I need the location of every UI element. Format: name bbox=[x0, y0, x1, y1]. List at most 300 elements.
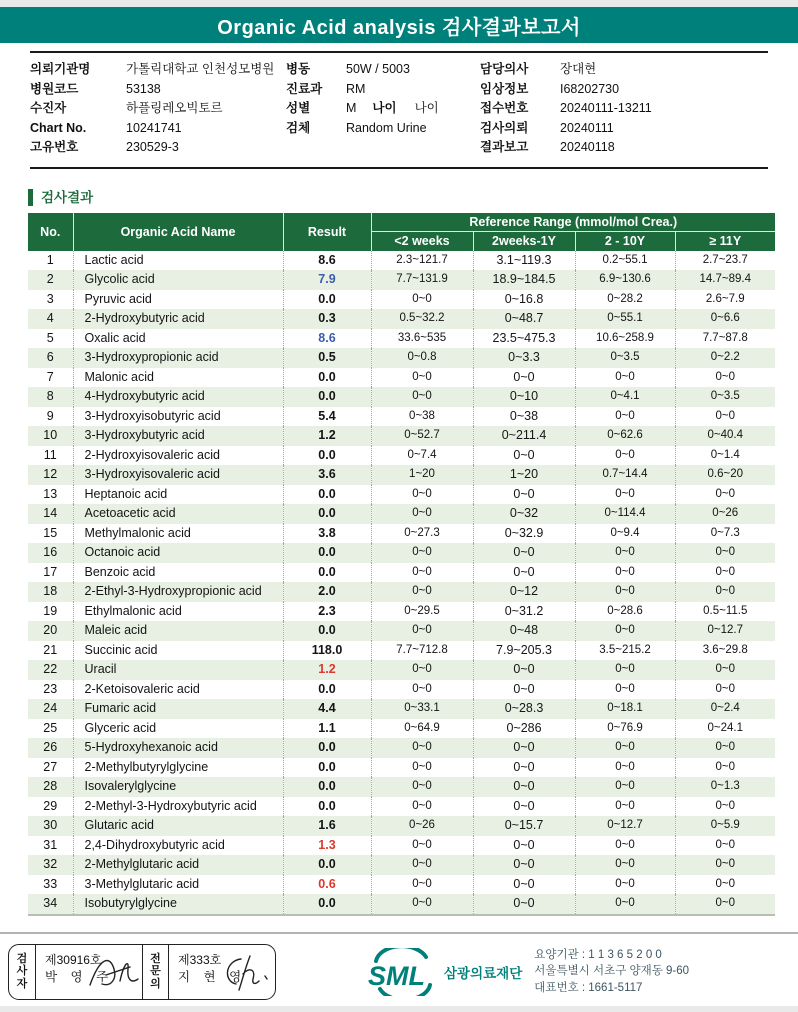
column-header-ref-under2weeks: <2 weeks bbox=[371, 232, 473, 251]
reference-range-cell: 0~0 bbox=[575, 836, 675, 856]
reference-range-cell: 0~62.6 bbox=[575, 426, 675, 446]
reference-range-cell: 0~0 bbox=[371, 777, 473, 797]
info-label: 고유번호 bbox=[30, 140, 79, 154]
reference-range-cell: 0~26 bbox=[371, 816, 473, 836]
column-header-ref-2-10y: 2 - 10Y bbox=[575, 232, 675, 251]
acid-name-cell: 3-Methylglutaric acid bbox=[73, 875, 283, 895]
acid-name-cell: Acetoacetic acid bbox=[73, 504, 283, 524]
reference-range-cell: 0~0 bbox=[675, 543, 775, 563]
row-number-cell: 8 bbox=[46, 389, 54, 403]
reference-range-cell: 0~0 bbox=[675, 855, 775, 875]
signature-stamp-box bbox=[8, 944, 276, 1000]
reference-range-cell: 0~28.6 bbox=[575, 602, 675, 622]
result-cell: 1.3 bbox=[283, 836, 371, 856]
result-cell: 5.4 bbox=[283, 407, 371, 427]
info-row bbox=[30, 99, 286, 119]
info-value: M bbox=[346, 101, 357, 115]
reference-range-cell: 0~0 bbox=[675, 797, 775, 817]
result-cell: 7.9 bbox=[283, 270, 371, 290]
reference-range-cell: 0~0 bbox=[575, 621, 675, 641]
reference-range-cell: 0~38 bbox=[371, 407, 473, 427]
sml-logo-icon bbox=[362, 948, 440, 996]
acid-name-cell: Succinic acid bbox=[73, 641, 283, 661]
reference-range-cell: 0~0 bbox=[371, 855, 473, 875]
reference-range-cell: 0~0 bbox=[473, 777, 575, 797]
result-cell: 8.6 bbox=[283, 251, 371, 271]
row-number-cell: 33 bbox=[43, 876, 58, 891]
reference-range-cell: 0~0 bbox=[371, 758, 473, 778]
row-number-cell: 18 bbox=[43, 584, 58, 598]
table-row bbox=[28, 797, 775, 817]
reference-range-cell: 0~0 bbox=[575, 855, 675, 875]
row-number-cell: 27 bbox=[43, 759, 58, 774]
table-row bbox=[28, 660, 775, 680]
reference-range-cell: 0~0 bbox=[675, 680, 775, 700]
row-number-cell: 29 bbox=[43, 798, 58, 813]
reference-range-cell: 0.2~55.1 bbox=[575, 251, 675, 271]
info-row bbox=[480, 99, 768, 119]
reference-range-cell: 0~33.1 bbox=[371, 699, 473, 719]
info-label: 검사의뢰 bbox=[480, 120, 529, 135]
info-label: 담당의사 bbox=[480, 62, 529, 76]
reference-range-cell: 0~12.7 bbox=[675, 621, 775, 641]
patient-info-middle-column bbox=[286, 60, 480, 158]
patient-info-left-column bbox=[30, 60, 286, 158]
acid-name-cell: Fumaric acid bbox=[73, 699, 283, 719]
table-row bbox=[28, 309, 775, 329]
reference-range-cell: 0~28.2 bbox=[575, 290, 675, 310]
reference-range-cell: 18.9~184.5 bbox=[473, 270, 575, 290]
row-number-cell: 1 bbox=[46, 252, 54, 267]
acid-name-cell: 3-Hydroxybutyric acid bbox=[73, 426, 283, 446]
reference-range-cell: 0~0 bbox=[473, 485, 575, 505]
result-cell: 0.0 bbox=[283, 894, 371, 915]
row-number-cell: 17 bbox=[43, 564, 58, 579]
reference-range-cell: 1~20 bbox=[371, 465, 473, 485]
reference-range-cell: 0~114.4 bbox=[575, 504, 675, 524]
acid-name-cell: 3-Hydroxyisovaleric acid bbox=[73, 465, 283, 485]
info-label: 검체 bbox=[286, 120, 311, 135]
reference-range-cell: 14.7~89.4 bbox=[675, 270, 775, 290]
result-cell: 1.6 bbox=[283, 816, 371, 836]
reference-range-cell: 0~0 bbox=[675, 836, 775, 856]
acid-name-cell: Pyruvic acid bbox=[73, 290, 283, 310]
result-cell: 118.0 bbox=[283, 641, 371, 661]
acid-name-cell: Isovalerylglycine bbox=[73, 777, 283, 797]
lab-contact-lines bbox=[534, 947, 689, 997]
result-cell: 0.0 bbox=[283, 504, 371, 524]
reference-range-cell: 0~31.2 bbox=[473, 602, 575, 622]
result-cell: 1.1 bbox=[283, 719, 371, 739]
info-row bbox=[286, 99, 480, 119]
result-cell: 0.0 bbox=[283, 543, 371, 563]
reference-range-cell: 0~0 bbox=[575, 680, 675, 700]
result-cell: 0.6 bbox=[283, 875, 371, 895]
reference-range-cell: 0~0 bbox=[371, 543, 473, 563]
table-row bbox=[28, 875, 775, 895]
reference-range-cell: 7.9~205.3 bbox=[473, 641, 575, 661]
reference-range-cell: 0~0 bbox=[473, 660, 575, 680]
results-section-title: 검사결과 bbox=[28, 189, 798, 206]
result-cell: 0.0 bbox=[283, 387, 371, 407]
result-cell: 0.0 bbox=[283, 738, 371, 758]
table-row bbox=[28, 485, 775, 505]
reference-range-cell: 0~38 bbox=[473, 407, 575, 427]
reference-range-cell: 0~0 bbox=[371, 387, 473, 407]
reference-range-cell: 0~55.1 bbox=[575, 309, 675, 329]
reference-range-cell: 0~3.5 bbox=[675, 387, 775, 407]
reference-range-cell: 0~0 bbox=[675, 894, 775, 915]
reference-range-cell: 0~15.7 bbox=[473, 816, 575, 836]
reference-range-cell: 0~3.5 bbox=[575, 348, 675, 368]
lab-name: 삼광의료재단 bbox=[444, 965, 523, 981]
reference-range-cell: 0~0 bbox=[473, 543, 575, 563]
info-value: 53138 bbox=[126, 81, 161, 96]
report-title-banner bbox=[0, 7, 798, 43]
row-number-cell: 20 bbox=[43, 623, 58, 637]
info-label: 진료과 bbox=[286, 81, 323, 96]
acid-name-cell: 2-Ketoisovaleric acid bbox=[73, 680, 283, 700]
row-number-cell: 34 bbox=[43, 896, 58, 910]
reference-range-cell: 0~26 bbox=[675, 504, 775, 524]
patient-info-columns bbox=[30, 60, 768, 158]
acid-name-cell: Lactic acid bbox=[73, 251, 283, 271]
table-row bbox=[28, 777, 775, 797]
reference-range-cell: 0~0 bbox=[575, 777, 675, 797]
row-number-cell: 3 bbox=[46, 291, 54, 306]
table-row bbox=[28, 524, 775, 544]
reference-range-cell: 0~18.1 bbox=[575, 699, 675, 719]
acid-name-cell: Oxalic acid bbox=[73, 329, 283, 349]
reference-range-cell: 0~0 bbox=[371, 680, 473, 700]
info-label: 임상정보 bbox=[480, 81, 529, 96]
row-number-cell: 22 bbox=[43, 662, 58, 676]
acid-name-cell: 2-Methylbutyrylglycine bbox=[73, 758, 283, 778]
info-value: Random Urine bbox=[346, 120, 427, 135]
result-cell: 3.8 bbox=[283, 524, 371, 544]
info-row bbox=[480, 80, 768, 100]
signer-role: 검사자 bbox=[9, 945, 36, 999]
column-header-result: Result bbox=[283, 213, 371, 251]
info-label: 의뢰기관명 bbox=[30, 62, 91, 76]
result-cell: 3.6 bbox=[283, 465, 371, 485]
reference-range-cell: 0~0 bbox=[575, 660, 675, 680]
signer-name: 지 현 영 bbox=[178, 969, 247, 984]
patient-info-right-column bbox=[480, 60, 768, 158]
info-label: Chart No. bbox=[30, 120, 87, 135]
reference-range-cell: 0~16.8 bbox=[473, 290, 575, 310]
reference-range-cell: 0~0 bbox=[575, 738, 675, 758]
acid-name-cell: 4-Hydroxybutyric acid bbox=[73, 387, 283, 407]
signer-details bbox=[169, 945, 275, 999]
info-label: 병동 bbox=[286, 62, 311, 76]
reference-range-cell: 0~0 bbox=[575, 582, 675, 602]
reference-range-cell: 0~0 bbox=[473, 894, 575, 915]
info-row bbox=[30, 60, 286, 80]
row-number-cell: 7 bbox=[46, 369, 54, 384]
reference-range-cell: 0~27.3 bbox=[371, 524, 473, 544]
info-row bbox=[30, 80, 286, 100]
row-number-cell: 12 bbox=[43, 467, 58, 481]
acid-name-cell: 5-Hydroxyhexanoic acid bbox=[73, 738, 283, 758]
table-row bbox=[28, 270, 775, 290]
reference-range-cell: 0~0 bbox=[371, 504, 473, 524]
signature-scribble bbox=[86, 953, 140, 993]
top-edge-strip bbox=[0, 0, 798, 7]
reference-range-cell: 0~0 bbox=[575, 875, 675, 895]
info-value: 50W / 5003 bbox=[346, 62, 410, 76]
reference-range-cell: 0~0 bbox=[371, 485, 473, 505]
bottom-edge-strip bbox=[0, 1006, 798, 1012]
reference-range-cell: 0~48.7 bbox=[473, 309, 575, 329]
result-cell: 0.0 bbox=[283, 855, 371, 875]
row-number-cell: 6 bbox=[46, 350, 54, 364]
reference-range-cell: 0~29.5 bbox=[371, 602, 473, 622]
reference-range-cell: 0~0 bbox=[473, 446, 575, 466]
results-table-header bbox=[28, 213, 775, 251]
reference-range-cell: 0~2.4 bbox=[675, 699, 775, 719]
result-cell: 1.2 bbox=[283, 426, 371, 446]
table-row bbox=[28, 816, 775, 836]
acid-name-cell: 3-Hydroxypropionic acid bbox=[73, 348, 283, 368]
signer-cert-number: 제333호 bbox=[178, 952, 222, 967]
row-number-cell: 32 bbox=[43, 857, 58, 871]
acid-name-cell: Benzoic acid bbox=[73, 563, 283, 583]
acid-name-cell: Isobutyrylglycine bbox=[73, 894, 283, 915]
reference-range-cell: 0~0 bbox=[575, 894, 675, 915]
signer-details bbox=[36, 945, 142, 999]
table-row bbox=[28, 699, 775, 719]
reference-range-cell: 0~9.4 bbox=[575, 524, 675, 544]
reference-range-cell: 0~0 bbox=[575, 485, 675, 505]
table-row bbox=[28, 738, 775, 758]
reference-range-cell: 0~0 bbox=[675, 485, 775, 505]
reference-range-cell: 0~0 bbox=[575, 758, 675, 778]
reference-range-cell: 0~0 bbox=[371, 290, 473, 310]
reference-range-cell: 0~286 bbox=[473, 719, 575, 739]
reference-range-cell: 0~0 bbox=[575, 543, 675, 563]
info-row bbox=[286, 80, 480, 100]
reference-range-cell: 7.7~87.8 bbox=[675, 329, 775, 349]
result-cell: 0.5 bbox=[283, 348, 371, 368]
reference-range-cell: 0~32 bbox=[473, 504, 575, 524]
table-row bbox=[28, 855, 775, 875]
row-number-cell: 21 bbox=[43, 642, 58, 657]
reference-range-cell: 0~0 bbox=[473, 855, 575, 875]
reference-range-cell: 0~0 bbox=[675, 368, 775, 388]
reference-range-cell: 0~0 bbox=[675, 738, 775, 758]
table-row bbox=[28, 368, 775, 388]
reference-range-cell: 0~7.3 bbox=[675, 524, 775, 544]
result-cell: 0.3 bbox=[283, 309, 371, 329]
reference-range-cell: 0~0 bbox=[575, 446, 675, 466]
column-header-ref-2weeks-1y: 2weeks-1Y bbox=[473, 232, 575, 251]
reference-range-cell: 0~0 bbox=[371, 738, 473, 758]
reference-range-cell: 6.9~130.6 bbox=[575, 270, 675, 290]
reference-range-cell: 0~32.9 bbox=[473, 524, 575, 544]
reference-range-cell: 33.6~535 bbox=[371, 329, 473, 349]
row-number-cell: 28 bbox=[43, 779, 58, 793]
reference-range-cell: 0~10 bbox=[473, 387, 575, 407]
reference-range-cell: 0~0 bbox=[371, 836, 473, 856]
reference-range-cell: 0~1.4 bbox=[675, 446, 775, 466]
reference-range-cell: 0~3.3 bbox=[473, 348, 575, 368]
row-number-cell: 23 bbox=[43, 681, 58, 696]
row-number-cell: 26 bbox=[43, 740, 58, 754]
signature-scribble bbox=[219, 953, 273, 993]
reference-range-cell: 0~0 bbox=[371, 621, 473, 641]
results-table bbox=[28, 213, 775, 916]
result-cell: 0.0 bbox=[283, 368, 371, 388]
table-row bbox=[28, 641, 775, 661]
reference-range-cell: 0~0 bbox=[675, 660, 775, 680]
info-row bbox=[30, 138, 286, 158]
reference-range-cell: 0~12.7 bbox=[575, 816, 675, 836]
reference-range-cell: 0~0 bbox=[473, 738, 575, 758]
acid-name-cell: Methylmalonic acid bbox=[73, 524, 283, 544]
reference-range-cell: 0~52.7 bbox=[371, 426, 473, 446]
reference-range-cell: 0.6~20 bbox=[675, 465, 775, 485]
acid-name-cell: Ethylmalonic acid bbox=[73, 602, 283, 622]
info-value: RM bbox=[346, 81, 366, 96]
table-row bbox=[28, 758, 775, 778]
table-row bbox=[28, 446, 775, 466]
reference-range-cell: 0~0 bbox=[675, 875, 775, 895]
acid-name-cell: 3-Hydroxyisobutyric acid bbox=[73, 407, 283, 427]
info-value: 하플링레오빅토르 bbox=[126, 101, 223, 115]
info-label: 접수번호 bbox=[480, 101, 529, 115]
reference-range-cell: 0~0 bbox=[473, 680, 575, 700]
row-number-cell: 19 bbox=[43, 603, 58, 618]
acid-name-cell: Heptanoic acid bbox=[73, 485, 283, 505]
table-row bbox=[28, 465, 775, 485]
acid-name-cell: Octanoic acid bbox=[73, 543, 283, 563]
info-value: 가톨릭대학교 인천성모병원 bbox=[126, 62, 275, 76]
reference-range-cell: 0~0 bbox=[371, 797, 473, 817]
table-row bbox=[28, 543, 775, 563]
result-cell: 0.0 bbox=[283, 621, 371, 641]
info-row bbox=[286, 60, 480, 80]
table-row bbox=[28, 407, 775, 427]
acid-name-cell: 2-Hydroxyisovaleric acid bbox=[73, 446, 283, 466]
row-number-cell: 15 bbox=[43, 525, 58, 540]
patient-info-section bbox=[30, 51, 768, 169]
reference-range-cell: 0~0 bbox=[473, 563, 575, 583]
info-row bbox=[286, 119, 480, 139]
reference-range-cell: 0~7.4 bbox=[371, 446, 473, 466]
table-row bbox=[28, 504, 775, 524]
reference-range-cell: 3.1~119.3 bbox=[473, 251, 575, 271]
reference-range-cell: 0.7~14.4 bbox=[575, 465, 675, 485]
column-header-name: Organic Acid Name bbox=[73, 213, 283, 251]
result-cell: 0.0 bbox=[283, 446, 371, 466]
reference-range-cell: 0~0 bbox=[371, 368, 473, 388]
info-label: 나이 bbox=[372, 101, 397, 115]
acid-name-cell: Glycolic acid bbox=[73, 270, 283, 290]
reference-range-cell: 0~0 bbox=[473, 836, 575, 856]
footer bbox=[0, 934, 798, 1000]
lab-identity-block bbox=[362, 947, 689, 997]
reference-range-cell: 0~0 bbox=[575, 368, 675, 388]
table-row bbox=[28, 602, 775, 622]
info-row bbox=[30, 119, 286, 139]
info-row bbox=[480, 60, 768, 80]
acid-name-cell: Uracil bbox=[73, 660, 283, 680]
reference-range-cell: 23.5~475.3 bbox=[473, 329, 575, 349]
info-row bbox=[480, 119, 768, 139]
row-number-cell: 24 bbox=[43, 701, 58, 715]
result-cell: 4.4 bbox=[283, 699, 371, 719]
column-header-ref-11y-plus: ≥ 11Y bbox=[675, 232, 775, 251]
reference-range-cell: 0~0 bbox=[473, 875, 575, 895]
reference-range-cell: 0~4.1 bbox=[575, 387, 675, 407]
row-number-cell: 11 bbox=[43, 447, 57, 462]
reference-range-cell: 0~0 bbox=[371, 582, 473, 602]
result-cell: 0.0 bbox=[283, 777, 371, 797]
reference-range-cell: 0~0 bbox=[675, 758, 775, 778]
reference-range-cell: 0~0 bbox=[371, 660, 473, 680]
row-number-cell: 2 bbox=[46, 272, 54, 286]
result-cell: 0.0 bbox=[283, 485, 371, 505]
table-row bbox=[28, 719, 775, 739]
reference-range-cell: 2.3~121.7 bbox=[371, 251, 473, 271]
info-value: 장대현 bbox=[560, 62, 597, 76]
reference-range-cell: 0~0 bbox=[675, 582, 775, 602]
reference-range-cell: 10.6~258.9 bbox=[575, 329, 675, 349]
row-number-cell: 14 bbox=[43, 506, 58, 520]
table-row bbox=[28, 426, 775, 446]
reference-range-cell: 0.5~32.2 bbox=[371, 309, 473, 329]
reference-range-cell: 0~0 bbox=[473, 758, 575, 778]
acid-name-cell: Malonic acid bbox=[73, 368, 283, 388]
info-value: 20240111 bbox=[560, 120, 614, 135]
row-number-cell: 16 bbox=[43, 545, 58, 559]
column-header-reference-range: Reference Range (mmol/mol Crea.) bbox=[371, 213, 775, 232]
reference-range-cell: 0~0 bbox=[575, 407, 675, 427]
acid-name-cell: 2-Methyl-3-Hydroxybutyric acid bbox=[73, 797, 283, 817]
result-cell: 0.0 bbox=[283, 797, 371, 817]
reference-range-cell: 0~0 bbox=[575, 563, 675, 583]
table-row bbox=[28, 582, 775, 602]
reference-range-cell: 0~0 bbox=[473, 797, 575, 817]
table-row bbox=[28, 290, 775, 310]
row-number-cell: 10 bbox=[43, 428, 58, 442]
reference-range-cell: 7.7~712.8 bbox=[371, 641, 473, 661]
reference-range-cell: 0~76.9 bbox=[575, 719, 675, 739]
table-row bbox=[28, 348, 775, 368]
info-row bbox=[480, 138, 768, 158]
reference-range-cell: 0~5.9 bbox=[675, 816, 775, 836]
table-row bbox=[28, 329, 775, 349]
reference-range-cell: 2.6~7.9 bbox=[675, 290, 775, 310]
info-label: 병원코드 bbox=[30, 81, 79, 96]
reference-range-cell: 7.7~131.9 bbox=[371, 270, 473, 290]
table-row bbox=[28, 680, 775, 700]
acid-name-cell: 2-Ethyl-3-Hydroxypropionic acid bbox=[73, 582, 283, 602]
reference-range-cell: 0~0 bbox=[371, 894, 473, 915]
result-cell: 1.2 bbox=[283, 660, 371, 680]
info-label: 성별 bbox=[286, 101, 311, 115]
column-header-no: No. bbox=[28, 213, 73, 251]
info-value: 나이 bbox=[414, 101, 439, 115]
result-cell: 2.3 bbox=[283, 602, 371, 622]
row-number-cell: 9 bbox=[46, 408, 54, 423]
table-row bbox=[28, 836, 775, 856]
table-row bbox=[28, 251, 775, 271]
reference-range-cell: 3.6~29.8 bbox=[675, 641, 775, 661]
reference-range-cell: 0~0.8 bbox=[371, 348, 473, 368]
table-row bbox=[28, 894, 775, 915]
